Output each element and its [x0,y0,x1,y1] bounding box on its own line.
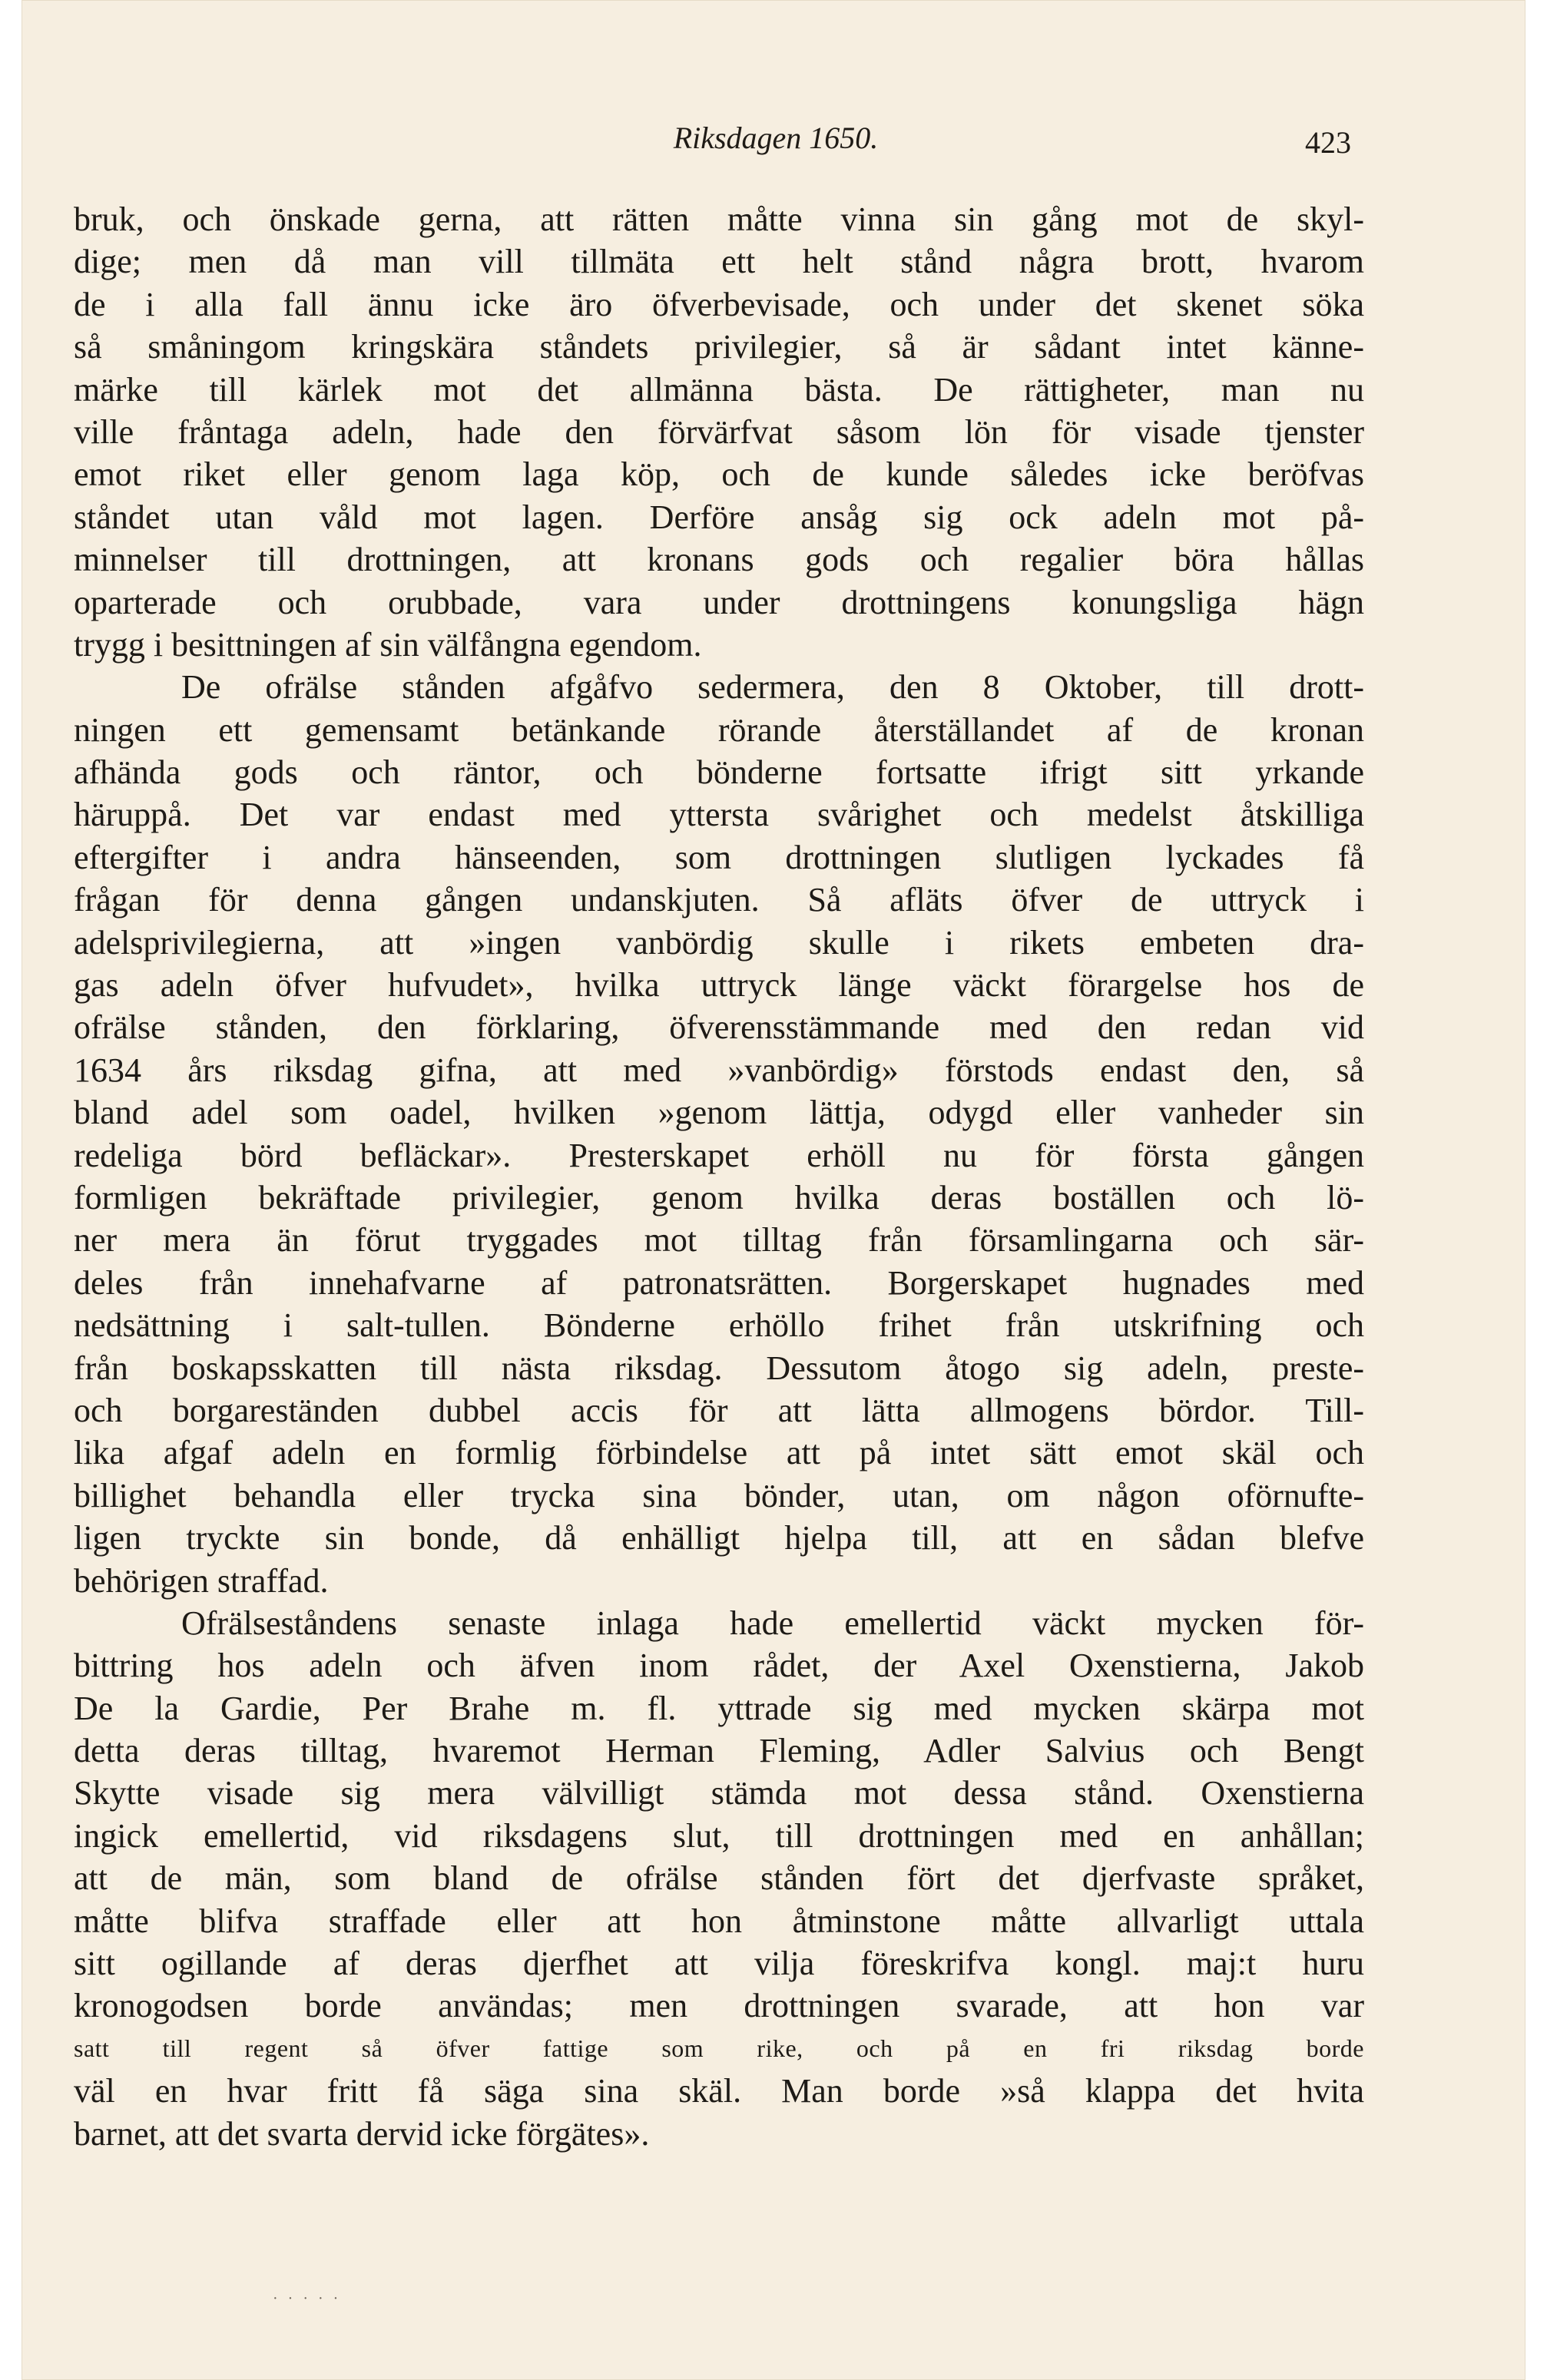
paragraph-end-line: barnet, att det svarta dervid icke förgätes». [74,2114,650,2153]
text-line: detta deras tilltag, hvaremot Herman Fleming, Adler Salvius och Bengt [74,1732,1364,1770]
text-line: redeliga börd befläckar». Presterskapet erhöll nu för första gången [74,1136,1364,1174]
text-line: bittring hos adeln och äfven inom rådet, der Axel Oxenstierna, Jakob [74,1647,1364,1685]
text-line: afhända gods och räntor, och bönderne fortsatte ifrigt sitt yrkande [74,753,1364,792]
text-line: Skytte visade sig mera välvilligt stämda mot dessa stånd. Oxenstierna [74,1774,1364,1812]
text-line: ingick emellertid, vid riksdagens slut, till drottningen med en anhållan; [74,1816,1364,1855]
page-header [0,115,1547,177]
text-line: De la Gardie, Per Brahe m. fl. yttrade sig med mycken skärpa mot [74,1689,1364,1727]
text-line: häruppå. Det var endast med yttersta svårighet och medelst åtskilliga [74,796,1364,834]
text-line: 1634 års riksdag gifna, att med »vanbördig» förstods endast den, så [74,1051,1364,1089]
page-number: 423 [1305,125,1351,160]
text-line: billighet behandla eller trycka sina bönder, utan, om någon oförnufte- [74,1476,1364,1514]
text-line: de i alla fall ännu icke äro öfverbevisade, och under det skenet söka [74,285,1364,323]
text-line: frågan för denna gången undanskjuten. Så afläts öfver de uttryck i [74,881,1364,919]
text-line: lika afgaf adeln en formlig förbindelse att på intet sätt emot skäl och [74,1434,1364,1472]
text-line: ner mera än förut tryggades mot tilltag från församlingarna och sär- [74,1221,1364,1260]
text-line: väl en hvar fritt få säga sina skäl. Man borde »så klappa det hvita [74,2072,1364,2110]
paragraph-start-line: De ofrälse stånden afgåfvo sedermera, den 8 Oktober, till drott- [181,668,1364,707]
text-line-small: satt till regent så öfver fattige som rike, och på en fri riksdag borde [74,2034,1364,2062]
running-head: Riksdagen 1650. [673,121,879,155]
text-line: sitt ogillande af deras djerfhet att vilja föreskrifva kongl. maj:t huru [74,1945,1364,1983]
text-line: från boskapsskatten till nästa riksdag. Dessutom åtogo sig adeln, preste- [74,1349,1364,1387]
text-line: ningen ett gemensamt betänkande rörande återställandet af de kronan [74,710,1364,749]
text-line: ofrälse stånden, den förklaring, öfverensstämmande med den redan vid [74,1008,1364,1047]
text-line: oparterade och orubbade, vara under drottningens konungsliga hägn [74,583,1364,621]
print-specks: · · · · · [273,2290,342,2307]
text-line: ligen tryckte sin bonde, då enhälligt hjelpa till, att en sådan blefve [74,1519,1364,1557]
text-line: adelsprivilegierna, att »ingen vanbördig skulle i rikets embeten dra- [74,923,1364,962]
paragraph-end-line: trygg i besittningen af sin välfångna egendom. [74,625,702,664]
text-line: nedsättning i salt-tullen. Bönderne erhöllo frihet från utskrifning och [74,1306,1364,1345]
text-line: deles från innehafvarne af patronatsrätten. Borgerskapet hugnades med [74,1263,1364,1302]
text-line: ståndet utan våld mot lagen. Derföre ansåg sig ock adeln mot på- [74,498,1364,536]
text-line: att de män, som bland de ofrälse stånden fört det djerfvaste språket, [74,1859,1364,1898]
text-line: dige; men då man vill tillmäta ett helt stånd några brott, hvarom [74,243,1364,281]
text-line: ville fråntaga adeln, hade den förvärfvat såsom lön för visade tjenster [74,412,1364,451]
paragraph-start-line: Ofrälseståndens senaste inlaga hade emellertid väckt mycken för- [181,1604,1364,1642]
body-text [74,198,1364,2155]
text-line: måtte blifva straffade eller att hon åtminstone måtte allvarligt uttala [74,1902,1364,1940]
text-line: bland adel som oadel, hvilken »genom lättja, odygd eller vanheder sin [74,1094,1364,1132]
text-line: märke till kärlek mot det allmänna bästa. De rättigheter, man nu [74,370,1364,409]
text-line: och borgareständen dubbel accis för att lätta allmogens bördor. Till- [74,1391,1364,1429]
text-line: så småningom kringskära ståndets privilegier, så är sådant intet känne- [74,328,1364,366]
text-line: kronogodsen borde användas; men drottningen svarade, att hon var [74,1987,1364,2025]
text-line: emot riket eller genom laga köp, och de kunde således icke beröfvas [74,455,1364,494]
text-line: gas adeln öfver hufvudet», hvilka uttryck länge väckt förargelse hos de [74,966,1364,1005]
text-line: eftergifter i andra hänseenden, som drottningen slutligen lyckades få [74,838,1364,876]
text-line: bruk, och önskade gerna, att rätten måtte vinna sin gång mot de skyl- [74,200,1364,238]
text-line: formligen bekräftade privilegier, genom hvilka deras boställen och lö- [74,1178,1364,1216]
text-line: minnelser till drottningen, att kronans gods och regalier böra hållas [74,541,1364,579]
paragraph-end-line: behörigen straffad. [74,1561,329,1600]
